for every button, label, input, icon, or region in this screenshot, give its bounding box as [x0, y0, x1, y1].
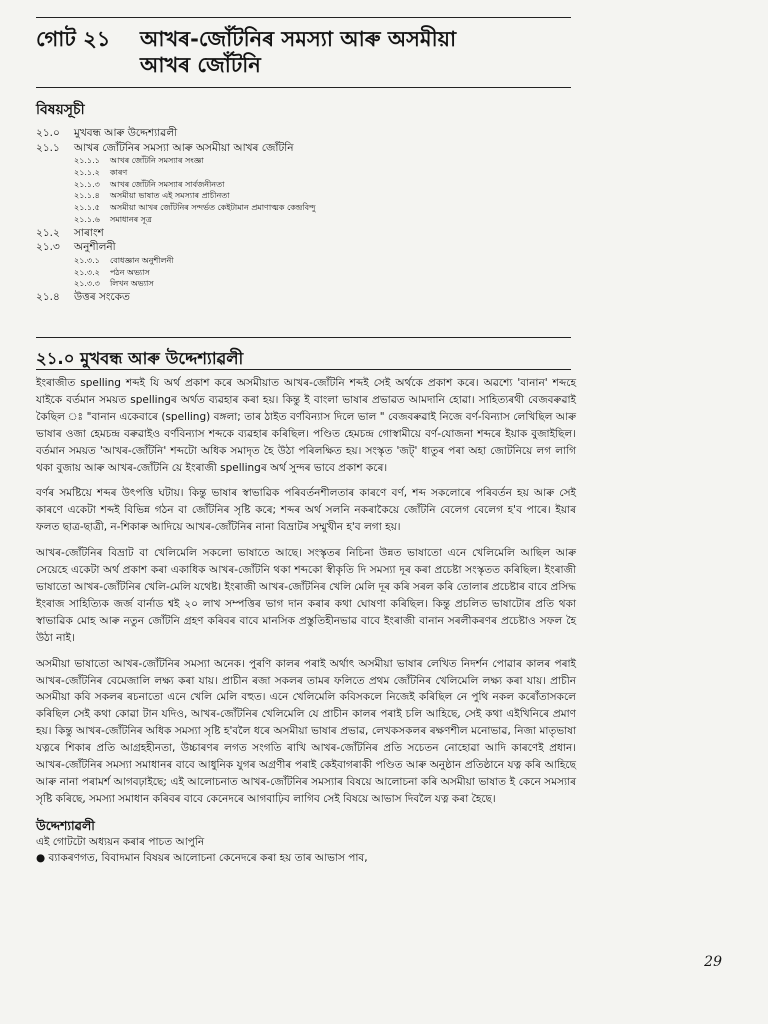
- section-top-rule: [36, 337, 571, 338]
- toc-item: ২১.৩ অনুশীলনী: [36, 241, 116, 254]
- unit-title-text-1: আখৰ-জোঁটনিৰ সমস্যা আৰু অসমীয়া: [140, 27, 457, 51]
- paragraph: অসমীয়া ভাষাতো আখৰ-জোঁটনিৰ সমস্যা অনেক। পুৰণি কালৰ পৰাই অৰ্থাৎ অসমীয়া ভাষাৰ লেখিত নিদৰ্শন পোৱাৰ কালৰ পৰাই আখৰ-জোঁটনিৰ বেমেজালি লক্ষ্য কৰা যায়। প্ৰাচীন ৰজা সকলৰ তামৰ ফলিতে প্ৰথম জোঁটনিৰ খেলিমেলি লক্ষ্য কৰা যায়। প্ৰাচীন অসমীয়া কবি সকলৰ ৰচনাতো এনে খেলি মেলি বহুত। এনে খেলিমেলি কবিসকলে নিজেই কৰিছিল নে পুথি নকল কৰোঁতাসকলে কৰিছিল সেই কথা কোৱা টান যদিও, আখৰ-জোঁটনিৰ খেলিমেলি যে প্ৰাচীন কালৰ পৰাই চলি আহিছে, সেই কথা এইখিনিৰে প্ৰমাণ হয়। কিন্তু আখৰ-জোঁটনিৰ অধিক সমস্যা সৃষ্টি হ'বলৈ ধৰে অসমীয়া ভাষাৰ প্ৰভাৱ, লেখকসকলৰ ৰক্ষণশীল মনোভাৱ, নিজা মাতৃভাষা যত্নৰে শিকাৰ প্ৰতি আগ্ৰহহীনতা, উচ্চাৰণৰ লগত সংগতি ৰাখি আখৰ-জোঁটনিৰ প্ৰতি সচেতন নোহোৱা আদি কাৰণেই প্ৰধান। আখৰ-জোঁটনিৰ সমস্যা সমাধানৰ বাবে আধুনিক যুগৰ অগ্ৰণীৰ পৰাই কেইবাগৰাকী পণ্ডিত আৰু অনুষ্ঠান প্ৰতিষ্ঠানে যত্ন কৰি আহিছে আৰু নানা পৰামৰ্শ আগবঢ়াইছে; এই আলোচনাত আখৰ-জোঁটনিৰ সমস্যাৰ বিষয়ে আলোচনা কৰি অসমীয়া ভাষাত ই কেনে সমস্যাৰ সৃষ্টি কৰিছে, সমস্যা সমাধান কৰিবৰ বাবে কেনেদৰে আগবাঢ়িব লাগিব সেই বিষয়ে আভাস দিবলৈ যত্ন কৰা হৈছে।: [36, 657, 576, 805]
- toc-item: ২১.৪ উত্তৰ সংকেত: [36, 291, 130, 304]
- page-number: 29: [704, 954, 722, 970]
- title-rule: [36, 87, 571, 88]
- section-title: ২১.০ মুখবন্ধ আৰু উদ্দেশ্যাৱলী: [36, 349, 244, 368]
- unit-title-block: [36, 26, 571, 78]
- toc-subitem: ২১.১.১ আখৰ জোঁটনি সমস্যাৰ সংজ্ঞা: [74, 156, 204, 165]
- paragraph: বৰ্ণৰ সমষ্টিয়ে শব্দৰ উৎপত্তি ঘটায়। কিন্তু ভাষাৰ স্বাভাৱিক পৰিবৰ্তনশীলতাৰ কাৰণে বৰ্ণ, শব্দ সকলোৰে পৰিবৰ্তন হয় আৰু সেই কাৰণে একেটা শব্দই বিভিন্ন গঠন বা জোঁটনিৰ সৃষ্টি কৰে; শব্দৰ অৰ্থ সলনি নকৰাকৈয়ে জোঁটনি বেলেগ বেলেগ হ'ব পাৰে। ইয়াৰ ফলত ছাত্ৰ-ছাত্ৰী, ন-শিকাৰু আদিয়ে আখৰ-জোঁটনিৰ নানা বিভ্ৰাটৰ সম্মুখীন হ'ব লগা হয়।: [36, 487, 576, 534]
- toc-item: ২১.২ সাৰাংশ: [36, 226, 104, 239]
- toc-subitem: ২১.১.২ কাৰণ: [74, 167, 128, 177]
- toc-subitem: ২১.১.৫ অসমীয়া আখৰ জোঁটনিৰ সন্দৰ্ভত কেইটামান প্ৰমাণাত্মক কেন্দ্ৰবিন্দু: [74, 203, 316, 213]
- toc-item: ২১.১ আখৰ জোঁটনিৰ সমস্যা আৰু অসমীয়া আখৰ জোঁটনি: [36, 141, 294, 154]
- unit-number: গোট ২১: [36, 27, 111, 51]
- top-rule: [36, 17, 571, 18]
- table-of-contents: [36, 98, 576, 305]
- paragraph: আখৰ-জোঁটনিৰ বিভ্ৰাট বা খেলিমেলি সকলো ভাষাতে আছে। সংস্কৃতৰ নিচিনা উন্নত ভাষাতো এনে খেলিমেলি আছিল আৰু সেয়েহে একেটা অৰ্থ প্ৰকাশ কৰা একাধিক আখৰ-জোঁটনি থকা শব্দকো স্বীকৃতি দি সমস্যা দূৰ কৰা প্ৰচেষ্টা সংস্কৃতত কৰিছিল। ইংৰাজী ভাষাতো আখৰ-জোঁটনিৰ খেলি-মেলি যথেষ্ট। ইংৰাজী আখৰ-জোঁটনিৰ খেলি মেলি দূৰ কৰি সৰল কৰি তোলাৰ প্ৰচেষ্টাৰ বাবে প্ৰসিদ্ধ ইংৰাজ সাহিত্যিক জৰ্জ বাৰ্নাড শ্বই ২০ লাখ সম্পত্তিৰ ভাগ দান কৰাৰ কথা ঘোষণা কৰিছিল। কিন্তু প্ৰচলিত ভাষাটোৰ প্ৰতি থকা স্বাভাৱিক মোহ আৰু নতুন জোঁটনি গ্ৰহণ কৰিবৰ বাবে মানসিক প্ৰস্তুতিহীনভাৱ বাবে ইংৰাজী বানান সৰলীকৰণৰ প্ৰচেষ্টাও সফল হৈ উঠা নাই।: [36, 547, 576, 644]
- toc-subitem: ২১.১.৬ সমাধানৰ সূত্ৰ: [74, 214, 152, 224]
- objectives-intro: এই গোটটো অধ্যয়ন কৰাৰ পাচত আপুনি: [36, 835, 205, 848]
- toc-heading: বিষয়সূচী: [36, 102, 85, 118]
- document-page: [36, 0, 732, 1024]
- section-bottom-rule: [36, 369, 571, 370]
- toc-item: ২১.০ মুখবন্ধ আৰু উদ্দেশ্যাৱলী: [36, 127, 178, 139]
- toc-subitem: ২১.১.৪ অসমীয়া ভাষাত এই সমস্যাৰ প্ৰাচীনতা: [74, 191, 230, 201]
- toc-subitem: ২১.৩.২ পঠন অভ্যাস: [74, 267, 150, 277]
- toc-subitem: ২১.৩.১ বোধজ্ঞান অনুশীলনী: [74, 255, 174, 265]
- unit-title-line-2: আখৰ জোঁটনি: [140, 53, 261, 77]
- objectives-heading: উদ্দেশ্যাৱলী: [36, 817, 95, 833]
- paragraph: ইংৰাজীত spelling শব্দই যি অৰ্থ প্ৰকাশ কৰে অসমীয়াত আখৰ-জোঁটনি শব্দই সেই অৰ্থকে প্ৰকাশ কৰে। অৱশ্যে 'বানান' শব্দহে যাইকে বৰ্তমান সময়ত spellingৰ অৰ্থত ব্যৱহাৰ কৰা হয়। কিন্তু ই বাংলা ভাষাৰ প্ৰভাৱত আমদানি হোৱা। সাহিত্যৰথী বেজবৰুৱাই কৈছিল ঃ "বানান একেবাৰে (spelling) বঙ্গলা; তাৰ ঠাইত বৰ্ণবিন্যাস দিলে ভাল " বেজবৰুৱাই নিজে বৰ্ণ-বিন্যাস লেখিছিল আৰু ভাষাৰ ওজা হেমচন্দ্ৰ বৰুৱাইও বৰ্ণবিন্যাস শব্দকে ব্যৱহাৰ কৰিছিল। পণ্ডিত হেমচন্দ্ৰ গোস্বামীয়ে বৰ্ণ-যোজনা শব্দৰে ইয়াক বুজাইছিল। বৰ্তমান সময়ত 'আখৰ-জোঁটনি' শব্দটো অধিক সমাদৃত হৈ উঠা পৰিলক্ষিত হয়। সংস্কৃত 'জট্' ধাতুৰ পৰা অহা জোটনিয়ে লগ লাগি থকা বুজায় আৰু আখৰ-জোঁটনি য়ে ইংৰাজী spellingৰ অৰ্থ সুন্দৰ ভাবে প্ৰকাশ কৰে।: [36, 377, 576, 474]
- body-text: [36, 375, 576, 867]
- objective-bullet: ● ব্যাকৰণগত, বিবাদমান বিষয়ৰ আলোচনা কেনেদৰে কৰা হয় তাৰ আভাস পাব,: [36, 852, 368, 865]
- toc-subitem: ২১.৩.৩ লিখন অভ্যাস: [74, 279, 154, 289]
- bullet-icon: ●: [36, 852, 49, 865]
- toc-subitem: ২১.১.৩ আখৰ জোঁটনি সমস্যাৰ সাৰ্বজনীনতা: [74, 179, 225, 189]
- unit-title-line-1: [36, 26, 571, 52]
